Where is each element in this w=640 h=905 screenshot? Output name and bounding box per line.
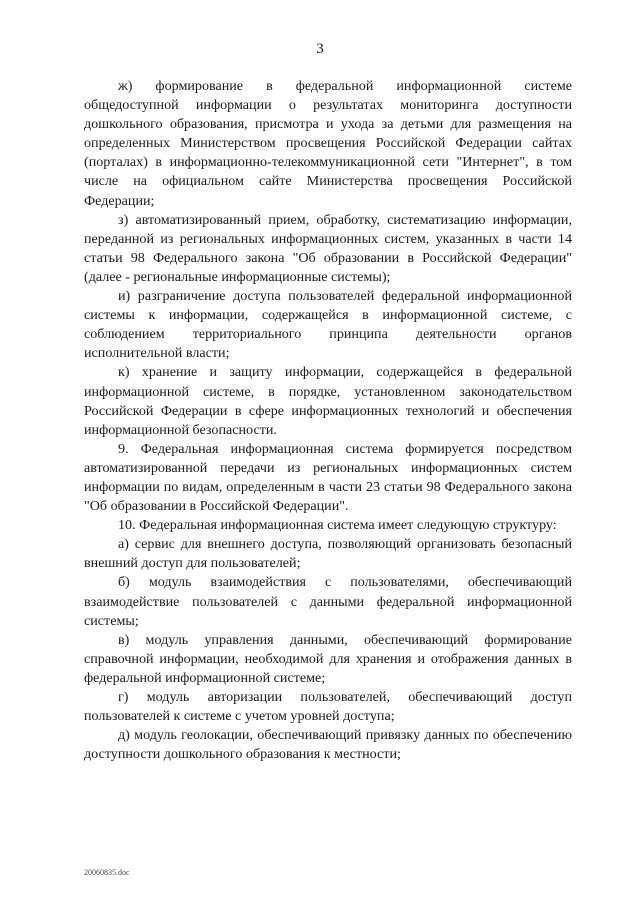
paragraph-z: з) автоматизированный прием, обработку, систематизацию информации, переданной из региональных информационных систем, указанных в части 14 статьи 98 Федерального закона "Об образовании в Российской Федерации" (далее - региональные информационные системы); — [84, 211, 572, 285]
paragraph-k: к) хранение и защиту информации, содержащейся в федеральной информационной системе, в порядке, установленном законодательством Российской Федерации в сфере информационных технологий и обеспечения информационной безопасности. — [84, 364, 572, 438]
paragraph-a: а) сервис для внешнего доступа, позволяющий организовать безопасный внешний доступ для пользователей; — [84, 536, 572, 572]
paragraph-9: 9. Федеральная информационная система формируется посредством автоматизированной передачи из региональных информационных систем информации по видам, определенным в части 23 статьи 98 Федерального закона "Об образовании в Российской Федерации". — [84, 440, 572, 515]
paragraph-d: д) модуль геолокации, обеспечивающий привязку данных по обеспечению доступности дошкольного образования к местности; — [84, 727, 572, 763]
document-body — [84, 77, 572, 764]
document-file-code: 20060835.doc — [84, 868, 130, 877]
paragraph-v: в) модуль управления данными, обеспечивающий формирование справочной информации, необходимой для хранения и отображения данных в федеральной информационной системе; — [84, 631, 572, 686]
paragraph-10: 10. Федеральная информационная система имеет следующую структуру: — [118, 517, 557, 534]
paragraph-zh: ж) формирование в федеральной информационной системе общедоступной информации о результатах мониторинга доступности дошкольного образования, присмотра и ухода за детьми для размещения на определенных Министерством просвещения Российской Федерации сайтах (порталах) в информационно-телекоммуникационной сети "Интернет", в том числе на официальном сайте Министерства просвещения Российской Федерации; — [84, 78, 572, 209]
page-number: 3 — [316, 41, 324, 57]
paragraph-i: и) разграничение доступа пользователей федеральной информационной системы к информации, содержащейся в информационной системе, с соблюдением территориального принципа деятельности органов исполнительной власти; — [84, 288, 572, 362]
paragraph-b: б) модуль взаимодействия с пользователями, обеспечивающий взаимодействие пользователей с данными федеральной информационной системы; — [84, 574, 572, 629]
paragraph-g: г) модуль авторизации пользователей, обеспечивающий доступ пользователей к системе с учетом уровней доступа; — [84, 689, 572, 725]
